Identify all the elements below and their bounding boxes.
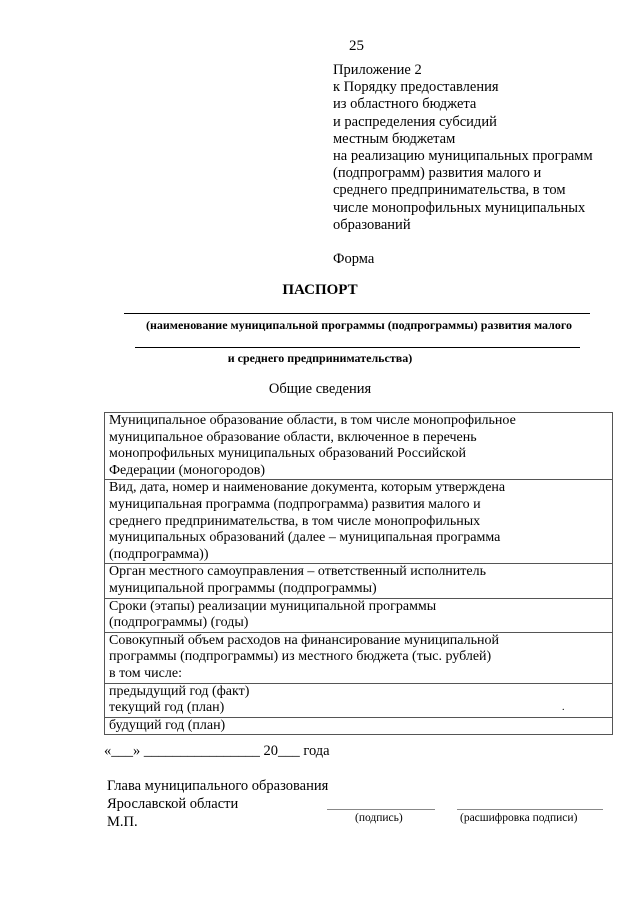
- table-cell: [105, 480, 613, 564]
- program-name-caption: (наименование муниципальной программы (подпрограммы) развития малого: [145, 318, 573, 332]
- table-cell: [105, 632, 613, 683]
- date-line: «___» ________________ 20___ года: [104, 743, 330, 759]
- cell-line: в том числе:: [109, 665, 182, 681]
- signature-label: (подпись): [355, 812, 403, 824]
- section-heading: Общие сведения: [268, 381, 372, 397]
- cell-line: муниципальное образование области, включенное в перечень: [109, 429, 477, 445]
- cell-line: (подпрограммы) (годы): [109, 615, 249, 631]
- appendix-line: Приложение 2: [333, 62, 422, 78]
- signatory-block: [107, 777, 328, 831]
- appendix-line: числе монопрофильных муниципальных: [333, 199, 586, 216]
- appendix-line: местным бюджетам: [333, 130, 456, 147]
- cell-line: среднего предпринимательства, в том числе монопрофильных: [109, 513, 481, 529]
- cell-line: Федерации (моногородов): [109, 462, 266, 478]
- table-row: [105, 480, 613, 564]
- table-cell: [105, 564, 613, 598]
- stray-dot: .: [562, 702, 565, 713]
- table-row: [105, 717, 613, 735]
- seal-mark: М.П.: [107, 814, 138, 830]
- appendix-line: к Порядку предоставления: [333, 79, 499, 96]
- cell-line: текущий год (план): [109, 700, 225, 716]
- appendix-line: (подпрограмм) развития малого и: [333, 165, 542, 182]
- cell-line: муниципальных образований (далее – муниципальная программа: [109, 530, 501, 546]
- cell-line: Вид, дата, номер и наименование документа, которым утверждена: [109, 480, 506, 496]
- appendix-line: и распределения субсидий: [333, 113, 497, 130]
- table-row: [105, 632, 613, 683]
- table-cell: [105, 717, 613, 735]
- table-row: [105, 683, 613, 717]
- table-row: [105, 413, 613, 480]
- program-name-line: [124, 313, 590, 314]
- table-row: [105, 598, 613, 632]
- table-cell: [105, 683, 613, 717]
- appendix-line: среднего предпринимательства, в том: [333, 182, 566, 199]
- signatory-region: Ярославской области: [107, 796, 239, 812]
- signature-decode-line: [457, 809, 603, 810]
- table-cell: [105, 598, 613, 632]
- cell-line: будущий год (план): [109, 717, 226, 733]
- signature-line: [327, 809, 435, 810]
- cell-line: предыдущий год (факт): [109, 683, 250, 699]
- cell-line: Муниципальное образование области, в том числе монопрофильное: [109, 413, 516, 428]
- cell-line: программы (подпрограммы) из местного бюджета (тыс. рублей): [109, 649, 492, 665]
- appendix-line: образований: [333, 216, 411, 233]
- table-row: [105, 564, 613, 598]
- table-cell: [105, 413, 613, 480]
- form-label: Форма: [333, 251, 375, 267]
- general-info-table: [104, 412, 613, 735]
- signature-decode-label: (расшифровка подписи): [460, 812, 578, 824]
- program-name-caption-2: и среднего предпринимательства): [227, 351, 413, 365]
- cell-line: Орган местного самоуправления – ответственный исполнитель: [109, 564, 486, 580]
- appendix-line: из областного бюджета: [333, 96, 477, 113]
- cell-line: Сроки (этапы) реализации муниципальной программы: [109, 598, 437, 614]
- appendix-line: на реализацию муниципальных программ: [333, 148, 593, 165]
- cell-line: монопрофильных муниципальных образований Российской: [109, 446, 466, 462]
- cell-line: муниципальная программа (подпрограмма) развития малого и: [109, 496, 481, 512]
- signatory-title: Глава муниципального образования: [107, 778, 329, 794]
- page-number: 25: [349, 38, 364, 54]
- cell-line: (подпрограмма)): [109, 546, 209, 562]
- cell-line: Совокупный объем расходов на финансирование муниципальной: [109, 632, 499, 648]
- appendix-block: [333, 62, 593, 234]
- program-name-line-2: [135, 347, 580, 348]
- document-title: ПАСПОРТ: [282, 282, 358, 298]
- cell-line: муниципальной программы (подпрограммы): [109, 580, 377, 596]
